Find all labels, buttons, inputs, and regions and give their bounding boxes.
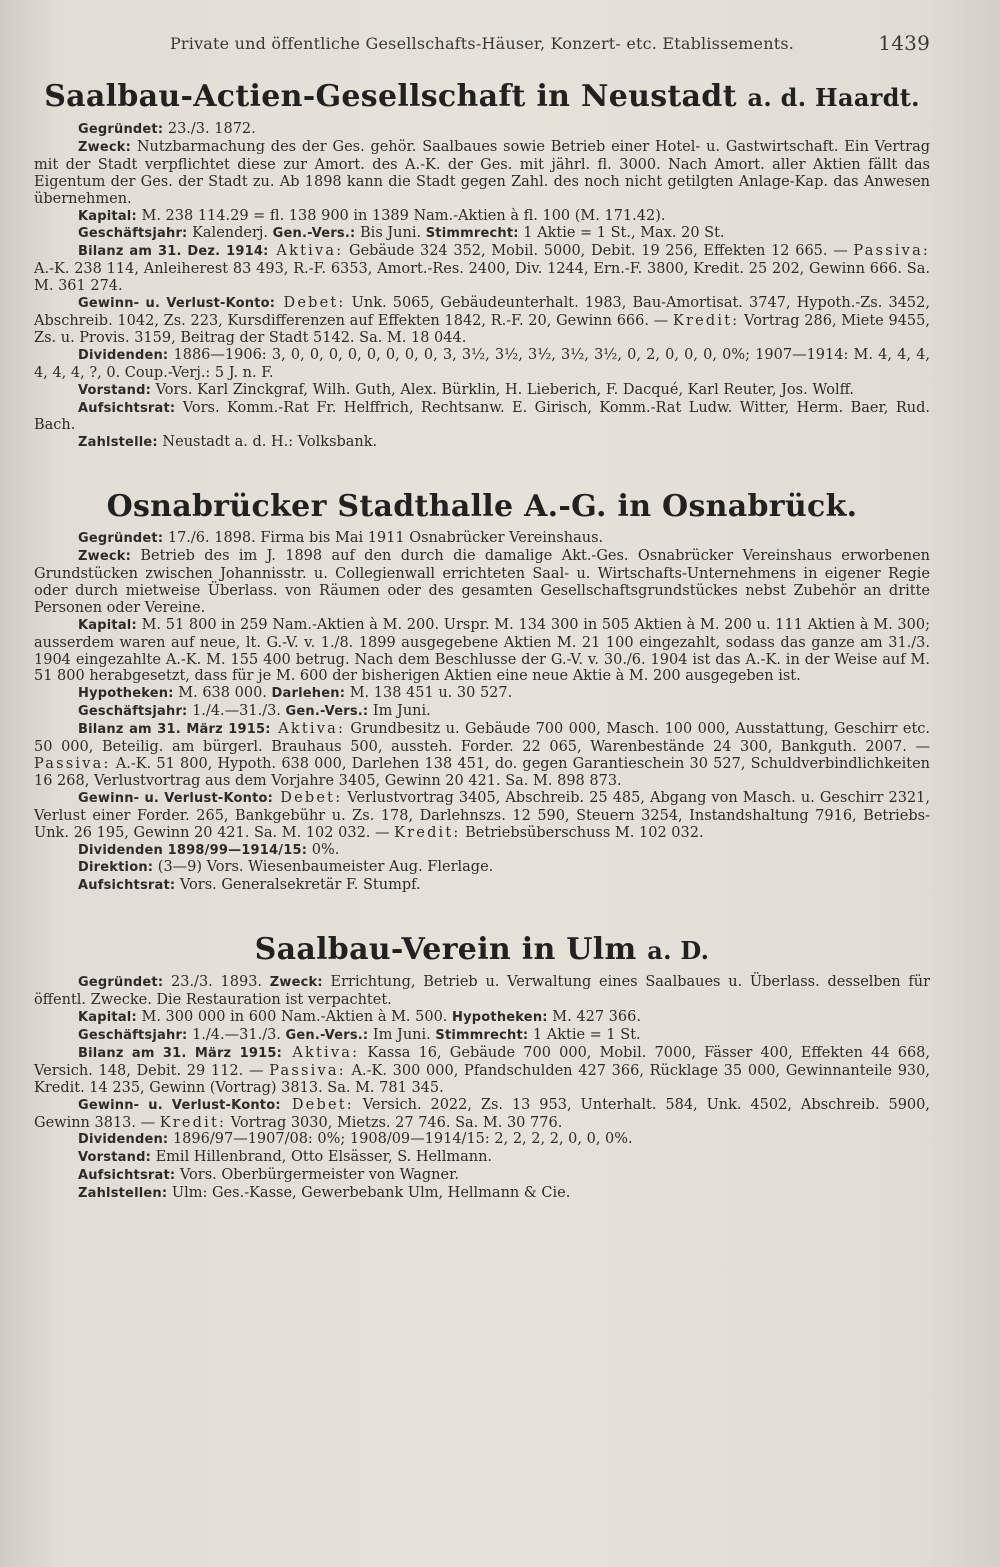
field-label: Dividenden 1898/99—1914/15: (78, 842, 308, 858)
account-side-label: Kredit: (159, 1114, 227, 1131)
running-head-title: Private und öffentliche Gesellschafts-Häuser, Konzert- etc. Etablissements. (169, 34, 795, 53)
field-text: 1 Aktie = 1 St., Max. 20 St. (518, 225, 725, 242)
entry-field (34, 548, 930, 617)
entry-field (34, 1131, 930, 1149)
field-text: Vortrag 3030, Mietzs. 27 746. Sa. M. 30 776. (226, 1114, 563, 1131)
field-label: Dividenden: (78, 347, 169, 363)
account-side-label: Aktiva: (282, 1044, 360, 1061)
field-label: Zahlstellen: (78, 1186, 168, 1202)
field-label: Kapital: (78, 617, 137, 633)
field-label: Dividenden: (78, 1132, 169, 1148)
entry-field (34, 208, 930, 226)
entry-field (34, 121, 930, 139)
field-text: M. 638 000. (173, 685, 272, 702)
field-label: Gen.-Vers.: (285, 704, 369, 720)
account-side-label: Debet: (273, 789, 343, 806)
field-text: M. 427 366. (547, 1009, 641, 1026)
company-title (34, 78, 930, 117)
company-name: Osnabrücker Stadthalle A.-G. in Osnabrück. (106, 489, 858, 525)
entry-field (34, 295, 930, 347)
field-text: Emil Hillenbrand, Otto Elsässer, S. Hellmann. (150, 1149, 493, 1166)
field-text: Kassa 16, Gebäude 700 000, Mobil. 7000, Fässer 400, Effekten 44 668, Versich. 148, Debit. 29 112. — (34, 1044, 930, 1079)
entry-field (34, 790, 930, 842)
entry-field (34, 859, 930, 877)
entry-field (34, 347, 930, 382)
field-label: Geschäftsjahr: (78, 226, 188, 242)
company-entry (34, 931, 930, 1203)
field-text: Vors. Komm.-Rat Fr. Helffrich, Rechtsanw. E. Girisch, Komm.-Rat Ludw. Witter, Herm. Baer, Rud. Bach. (34, 399, 930, 434)
field-text: 1 Aktie = 1 St. (528, 1026, 641, 1043)
field-text: Betriebsüberschuss M. 102 032. (460, 824, 704, 841)
field-text: Grundbesitz u. Gebäude 700 000, Masch. 100 000, Ausstattung, Geschirr etc. 50 000, Beteilig. am bürgerl. Brauhaus 500, aussteh. Forder. 22 065, Warenbestände 24 300, Bankguth. 2007. — (34, 721, 931, 756)
field-text: 0%. (307, 841, 340, 858)
field-text: M. 51 800 in 259 Nam.-Aktien à M. 200. Urspr. M. 134 300 in 505 Aktien à M. 200 u. 111 Aktien à M. 300; ausserdem waren auf neue, lt. G.-V. v. 1./8. 1899 ausgegebene Aktien M. 21 100 eingezahlt, sodass das ganze am 31./3. 1904 eingezahlte A.-K. M. 155 400 betrug. Nach dem Beschlusse der G.-V. v. 30./6. 1904 ist das A.-K. in der Weise auf M. 51 800 herabgesetzt, dass für je M. 600 der bisherigen Aktien eine neue Aktie à M. 200 ausgegeben ist. (34, 616, 930, 685)
field-text: 23./3. 1893. (163, 974, 270, 991)
field-text: (3—9) Vors. Wiesenbaumeister Aug. Flerlage. (153, 859, 494, 876)
section-gap (34, 452, 930, 474)
entry-field (34, 1027, 930, 1045)
page-number: 1439 (878, 31, 930, 55)
field-text: Bis Juni. (355, 225, 426, 242)
field-label: Bilanz am 31. Dez. 1914: (78, 244, 269, 260)
field-label: Bilanz am 31. März 1915: (78, 1045, 282, 1061)
field-label: Zweck: (78, 549, 132, 565)
field-text: 1./4.—31./3. (187, 703, 286, 720)
field-text: Neustadt a. d. H.: Volksbank. (157, 434, 378, 451)
field-text: 1./4.—31./3. (187, 1026, 286, 1043)
field-label: Bilanz am 31. März 1915: (78, 722, 271, 738)
field-label: Gegründet: (78, 531, 164, 547)
company-location-suffix: a. D. (647, 936, 710, 966)
field-text: M. 138 451 u. 30 527. (345, 685, 513, 702)
entry-field (34, 225, 930, 243)
field-text: M. 300 000 in 600 Nam.-Aktien à M. 500. (136, 1009, 453, 1026)
field-text: Vors. Karl Zinckgraf, Wilh. Guth, Alex. Bürklin, H. Lieberich, F. Dacqué, Karl Reuter, Jos. Wolff. (150, 381, 855, 398)
field-label: Aufsichtsrat: (78, 400, 176, 416)
entry-field (34, 400, 930, 435)
company-entry (34, 488, 930, 895)
entry-field (34, 382, 930, 400)
account-side-label: Passiva: (34, 756, 111, 772)
field-text: Ulm: Ges.-Kasse, Gewerbebank Ulm, Hellmann & Cie. (167, 1185, 571, 1202)
field-text: A.-K. 300 000, Pfandschulden 427 366, Rücklage 35 000, Gewinnanteile 930, Kredit. 14 235, Gewinn (Vortrag) 3813. Sa. M. 781 345. (34, 1062, 930, 1096)
entry-field (34, 1185, 930, 1203)
entry-field (34, 1149, 930, 1167)
field-text: 23./3. 1872. (163, 121, 256, 137)
entry-field (34, 685, 930, 703)
entry-field (34, 243, 930, 295)
field-text: Im Juni. (368, 703, 431, 720)
entry-field (34, 139, 930, 208)
entry-field (34, 703, 930, 721)
field-label: Geschäftsjahr: (78, 704, 188, 720)
field-text: Vors. Generalsekretär F. Stumpf. (175, 877, 421, 894)
field-label: Gegründet: (78, 975, 164, 991)
entry-field (34, 617, 930, 686)
entry-field (34, 1097, 930, 1132)
entry-field (34, 434, 930, 452)
field-text: Kalenderj. (187, 225, 273, 242)
field-label: Kapital: (78, 208, 137, 224)
field-label: Aufsichtsrat: (78, 878, 176, 894)
field-text: Versich. 2022, Zs. 13 953, Unterhalt. 584, Unk. 4502, Abschreib. 5900, Gewinn 3813. — (34, 1096, 930, 1131)
entry-field (34, 1009, 930, 1027)
field-text: Unk. 5065, Gebäudeunterhalt. 1983, Bau-Amortisat. 3747, Hypoth.-Zs. 3452, Abschreib. 1042, Zs. 223, Kursdifferenzen auf Effekten 1842, R.-F. 20, Gewinn 666. — (34, 295, 930, 329)
field-label: Geschäftsjahr: (78, 1027, 188, 1043)
entry-field (34, 842, 930, 860)
field-text: 1896/97—1907/08: 0%; 1908/09—1914/15: 2, 2, 2, 2, 0, 0, 0%. (168, 1131, 633, 1148)
field-label: Gewinn- u. Verlust-Konto: (78, 296, 276, 312)
field-text: Gebäude 324 352, Mobil. 5000, Debit. 19 256, Effekten 12 665. — (343, 243, 854, 260)
field-label: Kapital: (78, 1010, 137, 1026)
field-label: Hypotheken: (78, 686, 174, 702)
field-label: Zweck: (269, 975, 323, 991)
company-title (34, 931, 930, 970)
company-entry (34, 78, 930, 452)
field-text: 17./6. 1898. Firma bis Mai 1911 Osnabrücker Vereinshaus. (163, 530, 604, 547)
account-side-label: Kredit: (672, 312, 740, 329)
field-text: Vors. Oberbürgermeister von Wagner. (175, 1167, 460, 1184)
company-location-suffix: a. d. Haardt. (747, 83, 920, 112)
field-text: Verlustvortrag 3405, Abschreib. 25 485, Abgang von Masch. u. Geschirr 2321, Verlust einer Forder. 265, Bankgebühr u. Zs. 178, Darlehnszs. 12 590, Steuern 3254, Instandshaltung 7916, Betriebs-Unk. 26 195, Gewinn 20 421. Sa. M. 102 032. — (34, 789, 930, 841)
field-text: A.-K. 51 800, Hypoth. 638 000, Darlehen 138 451, do. gegen Garantieschein 30 527, Schuldverbindlichkeiten 16 268, Verlustvortrag aus dem Vorjahre 3405, Gewinn 20 421. Sa. M. 898 873. (34, 756, 930, 789)
entries-container (34, 78, 930, 1203)
field-label: Aufsichtsrat: (78, 1168, 176, 1184)
field-text: Errichtung, Betrieb u. Verwaltung eines Saalbaues u. Überlass. desselben für öffentl. Zwecke. Die Restauration ist verpachtet. (34, 974, 931, 1009)
running-head (34, 31, 930, 64)
account-side-label: Aktiva: (270, 721, 346, 738)
company-title (34, 488, 930, 526)
field-label: Stimmrecht: (435, 1027, 529, 1043)
field-label: Vorstand: (78, 1150, 151, 1166)
entry-field (34, 1167, 930, 1185)
field-label: Direktion: (78, 860, 154, 876)
section-gap (34, 895, 930, 917)
account-side-label: Passiva: (853, 243, 930, 260)
field-label: Gegründet: (78, 122, 164, 137)
company-name: Saalbau-Verein in Ulm (254, 932, 637, 968)
account-side-label: Aktiva: (268, 243, 344, 260)
field-text: Im Juni. (368, 1026, 436, 1043)
field-text: Vortrag 286, Miete 9455, Zs. u. Provis. 3159, Beitrag der Stadt 5142. Sa. M. 18 044. (34, 312, 930, 346)
account-side-label: Debet: (280, 1096, 354, 1113)
entry-field (34, 1045, 930, 1097)
field-label: Zweck: (78, 139, 132, 155)
field-label: Gen.-Vers.: (285, 1027, 369, 1043)
field-text: 1886—1906: 3, 0, 0, 0, 0, 0, 0, 0, 0, 3, 3½, 3½, 3½, 3½, 3½, 0, 2, 0, 0, 0, 0%; 1907—1914: M. 4, 4, 4, 4, 4, 4, ?, 0. Coup.-Verj.: 5 J. n. F. (34, 346, 930, 381)
field-text: M. 238 114.29 = fl. 138 900 in 1389 Nam.-Aktien à fl. 100 (M. 171.42). (136, 207, 666, 224)
field-label: Gewinn- u. Verlust-Konto: (78, 1097, 281, 1113)
entry-field (34, 974, 930, 1009)
field-label: Hypotheken: (452, 1010, 548, 1026)
company-name: Saalbau-Actien-Gesellschaft in Neustadt (44, 79, 737, 114)
field-label: Darlehen: (271, 686, 346, 702)
account-side-label: Debet: (275, 295, 346, 312)
field-text: Nutzbarmachung des der Ges. gehör. Saalbaues sowie Betrieb einer Hotel- u. Gastwirtschaft. Ein Vertrag mit der Stadt verpflichtet diese zur Amort. des A.-K. der Ges. mit jährl. fl. 3000. Nach Amort. aller Aktien fällt das Eigentum der Ges. der Stadt zu. Ab 1898 kann die Stadt gegen Zahl. des noch nicht getilgten Anlage-Kap. das Anwesen übernehmen. (34, 138, 930, 207)
account-side-label: Kredit: (394, 824, 461, 841)
field-label: Gewinn- u. Verlust-Konto: (78, 790, 274, 806)
field-label: Vorstand: (78, 382, 151, 398)
field-label: Zahlstelle: (78, 435, 158, 451)
field-text: A.-K. 238 114, Anleiherest 83 493, R.-F. 6353, Amort.-Res. 2400, Div. 1244, Ern.-F. 3800, Kredit. 25 202, Gewinn 666. Sa. M. 361 274. (34, 261, 930, 295)
entry-field (34, 721, 930, 790)
field-label: Gen.-Vers.: (272, 226, 356, 242)
entry-field (34, 530, 930, 548)
field-text: Betrieb des im J. 1898 auf den durch die damalige Akt.-Ges. Osnabrücker Vereinshaus erworbenen Grundstücken zwischen Johannisstr. u. Collegienwall errichteten Saal- u. Wirtschafts-Unternehmens in eigener Regie oder durch mietweise Überlass. von Räumen oder des gesamten Gesellschaftsgrundstückes nebst Zubehör an dritte Personen oder Vereine. (34, 548, 930, 616)
account-side-label: Passiva: (269, 1062, 346, 1079)
field-label: Stimmrecht: (425, 226, 519, 242)
entry-field (34, 877, 930, 895)
